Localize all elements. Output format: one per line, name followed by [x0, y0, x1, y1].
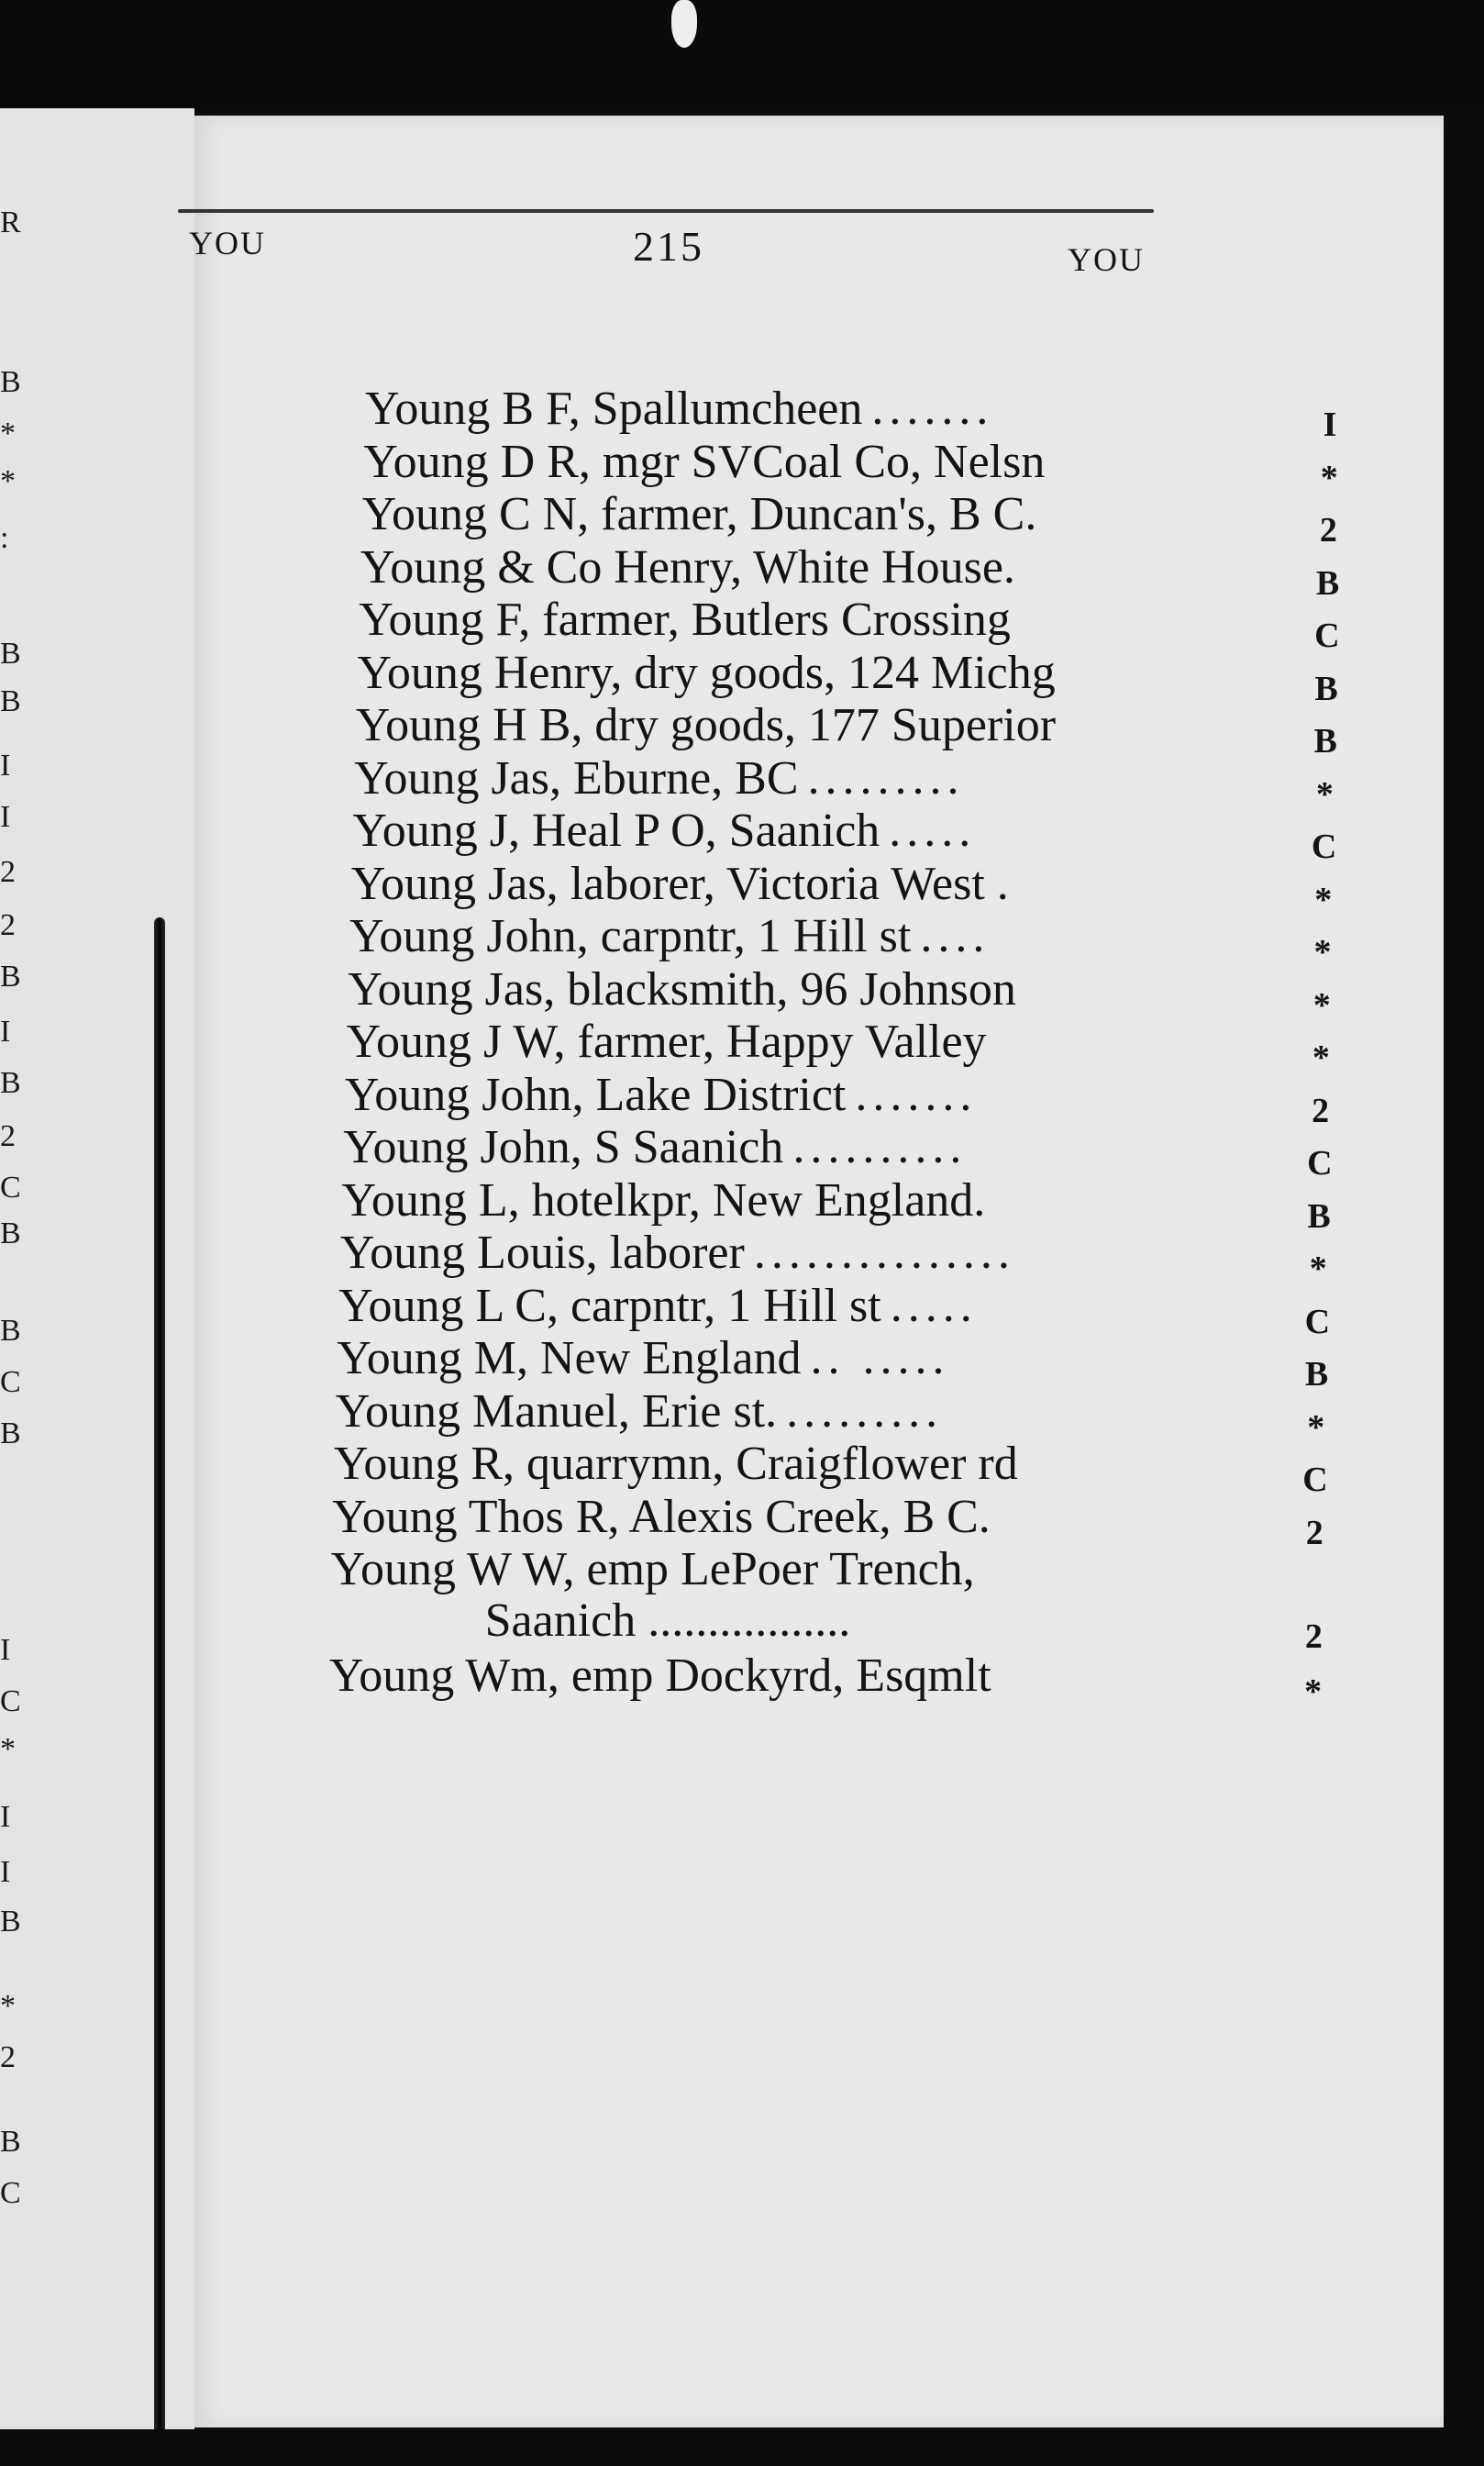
- directory-entry: [341, 1173, 986, 1227]
- left-margin-letter: B: [0, 1216, 21, 1250]
- entry-mark: B: [1307, 1196, 1331, 1236]
- left-margin-letter: B: [0, 684, 21, 718]
- running-head-right: YOU: [1068, 241, 1145, 278]
- entry-text: Young D R, mgr SVCoal Co, Nelsn: [363, 435, 1046, 488]
- entry-text: Young Thos R, Alexis Creek, B C.: [332, 1490, 991, 1543]
- entry-mark: 2: [1319, 511, 1337, 550]
- left-margin-letter: B: [0, 960, 21, 994]
- entry-mark: *: [1320, 458, 1338, 497]
- directory-entry: [365, 385, 993, 433]
- left-margin-letter: 2: [0, 908, 16, 942]
- entry-text: Young Jas, laborer, Victoria West .: [350, 857, 1009, 910]
- entry-text: Young R, quarrymn, Craigflower rd: [334, 1438, 1018, 1490]
- entry-mark: *: [1314, 880, 1333, 919]
- leader-dots: .....: [889, 805, 977, 857]
- entry-mark: *: [1309, 1250, 1327, 1288]
- entry-mark: B: [1314, 669, 1338, 708]
- directory-entry: [350, 857, 1009, 910]
- left-margin-letter: *: [0, 417, 16, 450]
- directory-entry: [338, 1279, 978, 1332]
- entry-text: Young W W, emp LePoer Trench,: [330, 1543, 975, 1595]
- entry-text: Young C N, farmer, Duncan's, B C.: [361, 488, 1037, 540]
- left-margin-letter: 2: [0, 1119, 16, 1153]
- entry-text: Young John, S Saanich: [343, 1121, 784, 1173]
- entry-mark: B: [1313, 722, 1337, 761]
- entry-mark: *: [1312, 985, 1331, 1025]
- left-margin-letter: B: [0, 1314, 21, 1348]
- entry-mark: I: [1323, 405, 1337, 444]
- entry-mark: C: [1304, 1302, 1331, 1341]
- entry-text: Young John, carpntr, 1 Hill st: [349, 910, 912, 962]
- entry-text: Young H B, dry goods, 177 Superior: [355, 699, 1057, 751]
- left-margin-letter: I: [0, 1800, 11, 1834]
- directory-entry: [349, 910, 991, 962]
- directory-entry: [332, 1490, 991, 1543]
- entry-mark: B: [1304, 1355, 1329, 1394]
- left-margin-letter: B: [0, 1905, 21, 1938]
- directory-entry: [337, 1332, 950, 1384]
- left-margin-letter: B: [0, 2125, 21, 2159]
- left-margin-letter: *: [0, 1732, 16, 1766]
- directory-entry: [334, 1440, 1018, 1488]
- entry-text: Young John, Lake District: [344, 1068, 847, 1121]
- entry-text: Young J W, farmer, Happy Valley: [346, 1016, 987, 1068]
- scan-bottom-border: [0, 2429, 1484, 2466]
- entry-mark: 2: [1305, 1513, 1323, 1552]
- entry-text: Young F, farmer, Butlers Crossing: [359, 594, 1011, 646]
- entry-mark: *: [1315, 774, 1334, 814]
- entry-mark: C: [1314, 616, 1340, 655]
- scan-artifact: [671, 0, 697, 48]
- left-margin-letter: I: [0, 1015, 11, 1049]
- directory-entry: [330, 1543, 975, 1647]
- entry-text: Young Manuel, Erie st.: [335, 1384, 778, 1438]
- entry-text: Young J, Heal P O, Saanich: [352, 805, 880, 857]
- entry-text: Young Wm, emp Dockyrd, Esqmlt: [328, 1650, 991, 1702]
- leader-dots: .......: [855, 1068, 978, 1121]
- entry-mark: *: [1312, 1039, 1330, 1077]
- entry-mark: C: [1302, 1461, 1328, 1499]
- entry-text: Young L, hotelkpr, New England.: [341, 1173, 986, 1227]
- entry-text: Young M, New England: [337, 1332, 802, 1384]
- left-margin-letter: *: [0, 1989, 16, 2023]
- entry-mark: C: [1307, 1144, 1333, 1183]
- left-margin-letter: 2: [0, 855, 16, 889]
- left-margin-letter: C: [0, 1365, 21, 1399]
- entry-text: Young Henry, dry goods, 124 Michg: [357, 646, 1056, 699]
- directory-entry: [335, 1384, 944, 1438]
- left-margin-letter: I: [0, 1855, 11, 1889]
- entry-mark: *: [1307, 1407, 1325, 1447]
- left-margin-letter: R: [0, 206, 21, 239]
- binding-thread: [154, 917, 165, 2440]
- entry-text: Young & Co Henry, White House.: [360, 540, 1015, 594]
- leader-dots: .........: [786, 1384, 944, 1438]
- left-margin-letter: I: [0, 1633, 11, 1667]
- directory-entry: [359, 596, 1011, 644]
- entry-mark: *: [1313, 933, 1332, 972]
- directory-entry: [344, 1068, 978, 1121]
- entry-text: Young Jas, blacksmith, 96 Johnson: [348, 962, 1016, 1016]
- entry-mark: C: [1311, 828, 1337, 866]
- directory-entry: [360, 540, 1015, 594]
- directory-entry: [354, 751, 965, 805]
- left-margin-letter: B: [0, 1416, 21, 1450]
- header-rule: [178, 209, 1154, 213]
- page-header: [0, 101, 1484, 278]
- entry-mark: B: [1315, 563, 1340, 603]
- directory-entry: [357, 646, 1056, 699]
- directory-entry: [340, 1229, 1015, 1277]
- left-margin-letter: C: [0, 1684, 21, 1718]
- entry-text: Young Louis, laborer: [339, 1227, 745, 1279]
- entry-mark: *: [1304, 1672, 1323, 1711]
- left-page-edge: [0, 108, 194, 2434]
- directory-entry: [361, 488, 1037, 540]
- entry-mark: 2: [1312, 1091, 1330, 1130]
- leader-dots: .........: [807, 751, 965, 805]
- left-margin-letter: :: [0, 521, 9, 555]
- leader-dots: ....: [920, 910, 991, 962]
- left-margin-letter: 2: [0, 2040, 16, 2074]
- directory-entry: [352, 807, 976, 855]
- left-margin-letter: I: [0, 749, 11, 783]
- entry-text: Young L C, carpntr, 1 Hill st: [338, 1279, 881, 1332]
- scan-right-border: [1444, 128, 1484, 2466]
- page-number: 215: [633, 223, 704, 270]
- scan-top-border: [0, 0, 1484, 110]
- running-head-left: YOU: [189, 225, 266, 261]
- left-margin-letter: B: [0, 637, 21, 671]
- leader-dots: .. .....: [810, 1332, 950, 1384]
- entry-mark: 2: [1304, 1617, 1323, 1656]
- directory-entry: [355, 699, 1057, 751]
- directory-entry: [329, 1652, 991, 1700]
- entry-text: Young Jas, Eburne, BC: [354, 751, 799, 805]
- directory-entry: [347, 1018, 987, 1066]
- leader-dots: ..........: [792, 1121, 968, 1173]
- left-margin-letter: I: [0, 800, 11, 834]
- left-margin-letter: C: [0, 2176, 21, 2210]
- left-page-margin-letters: [0, 108, 37, 2434]
- directory-entry: [343, 1121, 968, 1173]
- leader-dots: .......: [871, 383, 994, 435]
- left-margin-letter: *: [0, 464, 16, 498]
- directory-entry: [363, 435, 1046, 488]
- left-margin-letter: B: [0, 365, 21, 399]
- leader-dots: .....: [890, 1279, 978, 1332]
- directory-entry: [348, 962, 1016, 1016]
- entry-text: Young B F, Spallumcheen: [365, 383, 863, 435]
- leader-dots: ...............: [753, 1227, 1015, 1279]
- left-margin-letter: B: [0, 1066, 21, 1100]
- left-margin-letter: C: [0, 1171, 21, 1205]
- entry-continuation: Saanich .................: [484, 1594, 851, 1647]
